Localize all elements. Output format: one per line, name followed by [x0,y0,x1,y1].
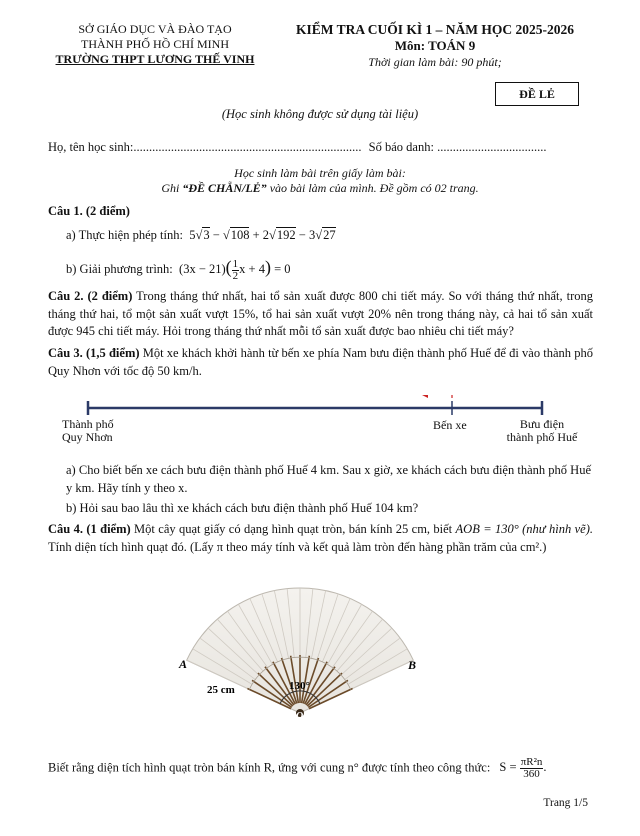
instruction-bold: “ĐỀ CHẴN/LẺ” [182,181,267,195]
label-hue-1: Bưu điện [519,417,565,431]
q2-title: Câu 2. (2 điểm) [48,289,133,303]
radius-label: 25 cm [207,684,235,696]
point-a: A [179,657,188,671]
dept-line-1: SỞ GIÁO DỤC VÀ ĐÀO TẠO [78,22,232,36]
q1-b-label: b) Giải phương trình: [66,262,173,276]
q4-text-1: Một cây quạt giấy có dạng hình quạt tròn, bán kính 25 cm, biết [130,522,456,536]
formula-lhs: S = [499,760,517,775]
q4-formula-text: Biết rằng diện tích hình quạt tròn bán kính R, ứng với cung n° được tính theo công thức: [48,760,491,775]
label-bus-station: Bến xe [433,418,467,432]
formula-denominator: 360 [523,768,540,780]
q1-a [66,228,336,243]
paper-fan-illustration [0,585,640,735]
q4-formula-line [48,757,547,780]
label-hue-post-office [497,418,587,444]
q1-a-label: a) Thực hiện phép tính: [66,228,183,242]
subject: Môn: TOÁN 9 [394,38,476,53]
q4-title: Câu 4. (1 điểm) [48,522,131,536]
school-name: TRƯỜNG THPT LƯƠNG THẾ VINH [55,52,255,66]
q3 [48,345,593,380]
header-right [270,22,600,70]
q2 [48,288,593,341]
q1-title: Câu 1. (2 điểm) [48,204,130,218]
angle-label: 130° [289,680,310,692]
q4-text-2: Tính diện tích hình quạt đó. (Lấy π theo máy tính và kết quả làm tròn đến hàng phần trăm của cm².) [48,539,547,554]
header-left [40,22,270,67]
label-quy-nhon-1: Thành phố [62,417,114,431]
notice: (Học sinh không được sử dụng tài liệu) [221,107,419,121]
label-hue-2: thành phố Huế [506,430,578,444]
q1-b [66,257,291,282]
student-name-label: Họ, tên học sinh:......................................................................... [48,140,362,154]
point-o: O [296,711,304,722]
q4-formula: S = $\frac{\text{πR²n}}{360}$ . [499,756,547,780]
label-quy-nhon [62,418,142,444]
q4 [48,521,593,556]
point-b: B [408,658,417,672]
q3-a: a) Cho biết bến xe cách bưu điện thành phố Huế 4 km. Sau x giờ, xe khách cách bưu điện thành phố Huế y km. Hãy tính y theo x. [66,463,591,495]
instruction-suffix: vào bài làm của mình. Đề gồm có 02 trang. [266,181,479,195]
dept-line-2: THÀNH PHỐ HỒ CHÍ MINH [81,37,229,51]
label-quy-nhon-2: Quy Nhơn [62,430,113,444]
student-id-label: Số báo danh: ................................... [368,140,547,154]
q1-a-expression: 5√3 − √108 + 2√192 − 3√27 [186,228,336,242]
q3-b: b) Hỏi sau bao lâu thì xe khách cách bưu điện thành phố Huế 104 km? [66,501,419,515]
page-number: Trang 1/5 [543,797,588,809]
q3-title: Câu 3. (1,5 điểm) [48,346,140,360]
direction-arrow-head [420,395,428,398]
q4-angle-expr: AOB = 130° [455,522,519,536]
exam-time: Thời gian làm bài: 90 phút; [368,55,502,69]
q4-text-2-italic: (như hình vẽ). [522,522,593,536]
exam-title: KIỂM TRA CUỐI KÌ 1 – NĂM HỌC 2025-2026 [295,22,574,37]
instruction-prefix: Ghi [161,181,183,195]
instruction-line-2 [0,181,640,196]
q1-b-expression: (3x − 21)( $\frac{1}{2}$ x + 4) = 0 [175,257,291,282]
q3-text: Một xe khách khởi hành từ bến xe phía Nam bưu điện thành phố Huế để đi vào thành phố Quy Nhơn với tốc độ 50 km/h. [48,346,593,378]
formula-numerator: πR²n [520,756,543,768]
q2-text: Trong tháng thứ nhất, hai tổ sản xuất được 800 chi tiết máy. So với tháng thứ nhất, trong tháng thứ hai, tổ một sản xuất vượt 15%, tổ hai sản xuất vượt 20% nên trong tháng này, cả hai tổ sản xuất được 945 chi tiết máy. Hỏi trong tháng thứ nhất mỗi tổ sản xuất được bao nhiêu chi tiết máy? [48,289,593,338]
student-name-line [48,140,546,155]
exam-variant-badge: ĐỀ LẺ [495,82,579,106]
instruction-line-1: Học sinh làm bài trên giấy làm bài: [234,166,406,180]
